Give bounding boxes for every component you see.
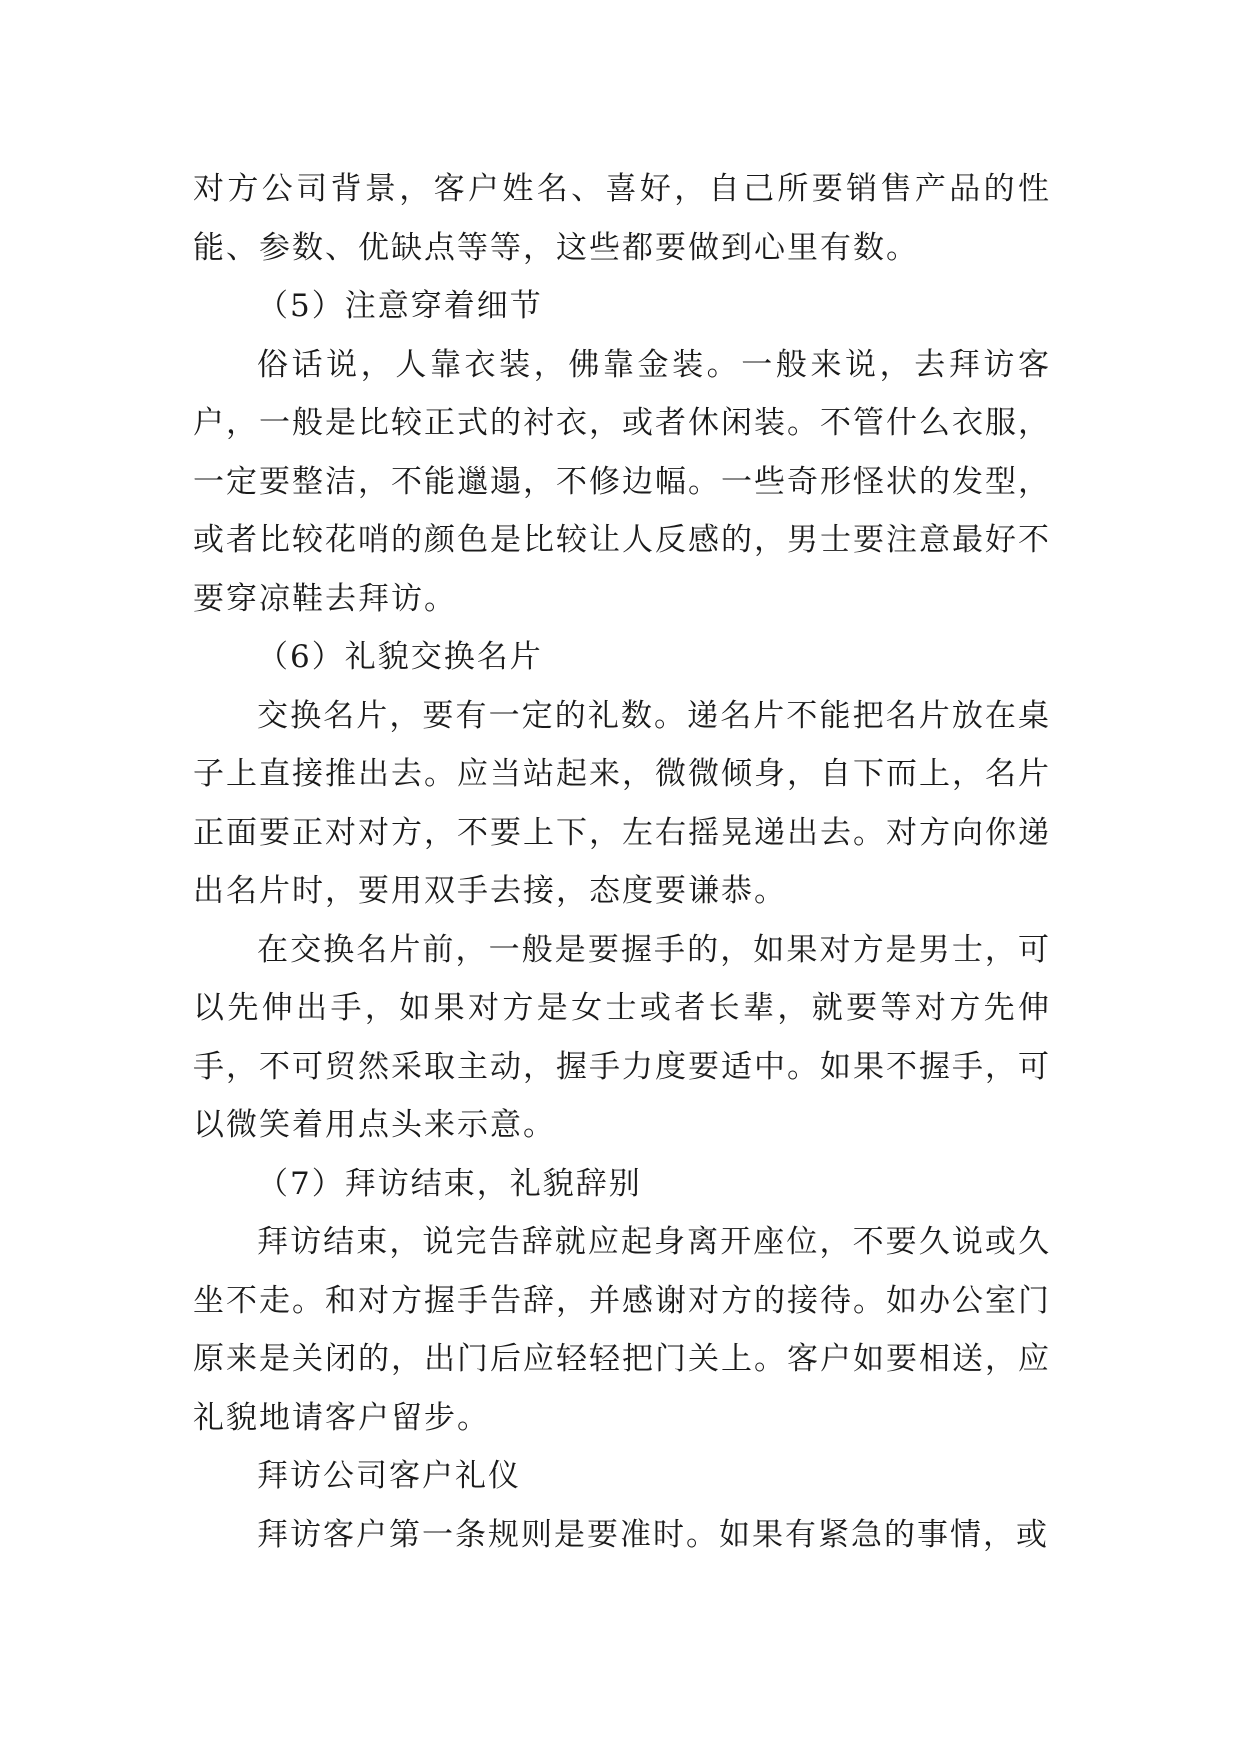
paragraph-farewell: 拜访结束，说完告辞就应起身离开座位，不要久说或久坐不走。和对方握手告辞，并感谢对方的接待。如办公室门原来是关闭的，出门后应轻轻把门关上。客户如要相送，应礼貌地请客户留步。 (193, 1224, 1051, 1436)
document-body (193, 160, 1051, 1564)
section-heading-7: （7）拜访结束，礼貌辞别 (257, 1165, 642, 1202)
paragraph-punctuality: 拜访客户第一条规则是要准时。如果有紧急的事情，或 (257, 1516, 1049, 1553)
section-heading-visit-etiquette: 拜访公司客户礼仪 (257, 1458, 521, 1494)
paragraph-handshake: 在交换名片前，一般是要握手的，如果对方是男士，可以先伸出手，如果对方是女士或者长辈，就要等对方先伸手，不可贸然采取主动，握手力度要适中。如果不握手，可以微笑着用点头来示意。 (193, 931, 1051, 1143)
section-heading-6: （6）礼貌交换名片 (257, 639, 543, 675)
paragraph-attire: 俗话说，人靠衣装，佛靠金装。一般来说，去拜访客户，一般是比较正式的衬衣，或者休闲装。不管什么衣服，一定要整洁，不能邋遢，不修边幅。一些奇形怪状的发型，或者比较花哨的颜色是比较让人反感的，男士要注意最好不要穿凉鞋去拜访。 (193, 346, 1051, 617)
paragraph-intro-continuation: 对方公司背景，客户姓名、喜好，自己所要销售产品的性能、参数、优缺点等等，这些都要做到心里有数。 (193, 171, 1051, 266)
paragraph-business-cards: 交换名片，要有一定的礼数。递名片不能把名片放在桌子上直接推出去。应当站起来，微微倾身，自下而上，名片正面要正对对方，不要上下，左右摇晃递出去。对方向你递出名片时，要用双手去接，态度要谦恭。 (193, 697, 1051, 909)
section-heading-5: （5）注意穿着细节 (257, 288, 543, 324)
